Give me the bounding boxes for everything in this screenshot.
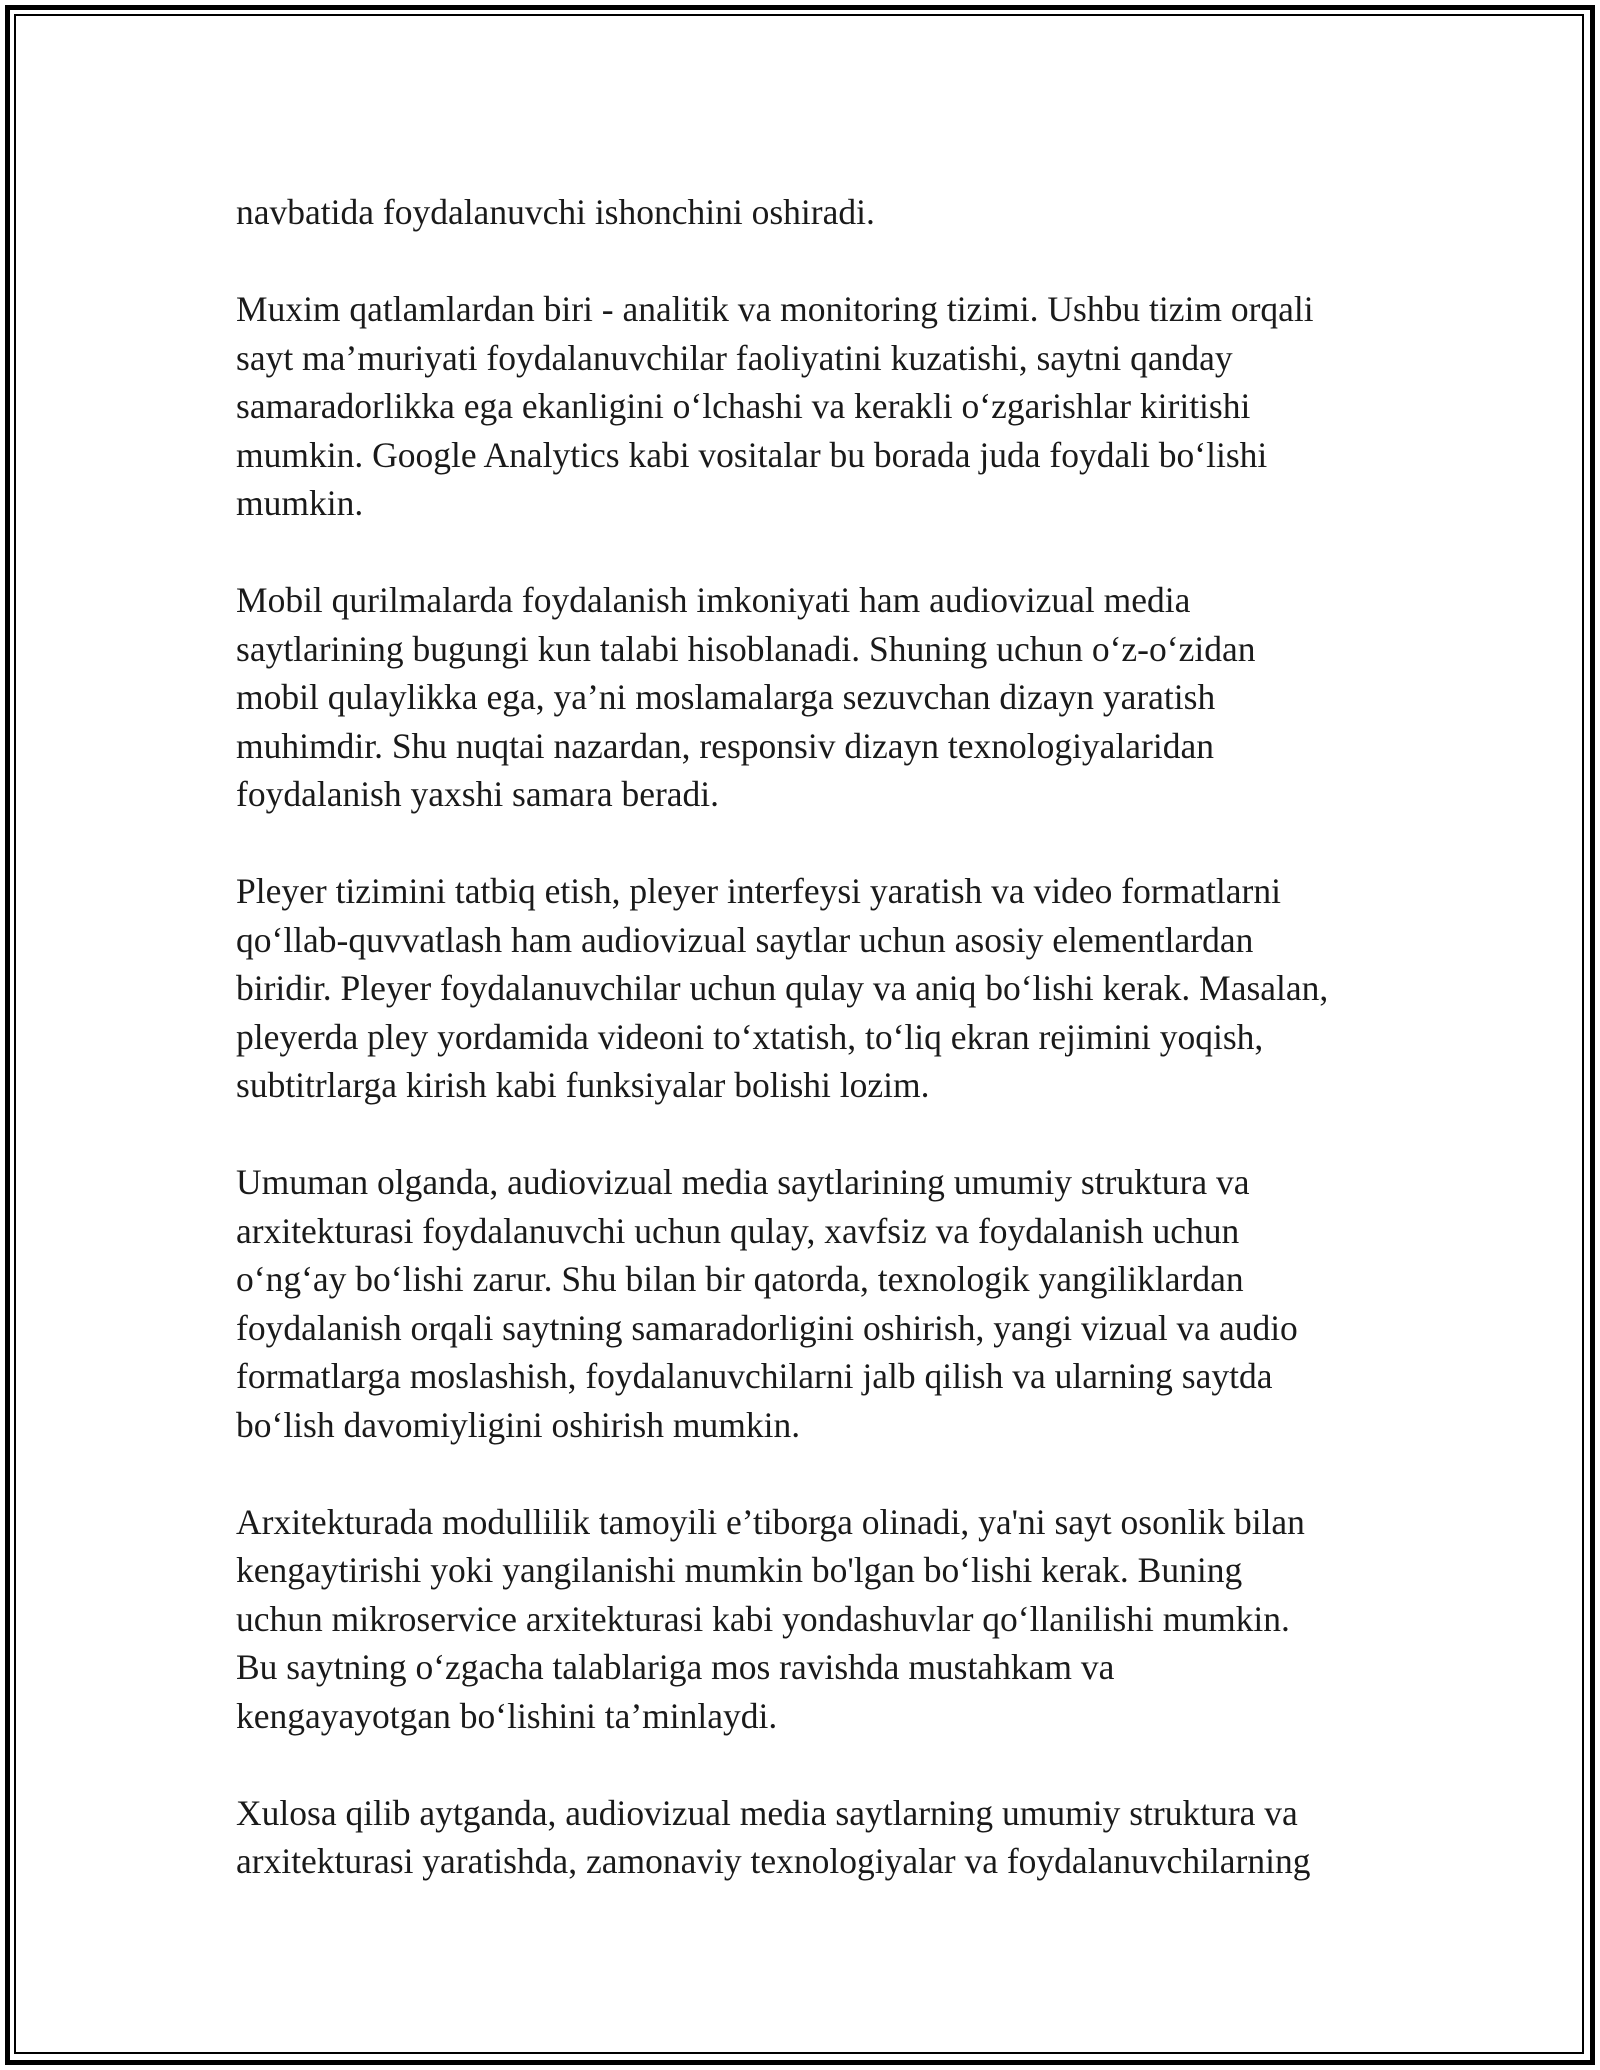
text-line: Umuman olganda, audiovizual media saytlarining umumiy struktura va: [236, 1162, 1250, 1202]
text-line: bo‘lish davomiyligini oshirish mumkin.: [236, 1404, 801, 1445]
document-body: [236, 188, 1372, 1934]
text-line: navbatida foydalanuvchi ishonchini oshiradi.: [236, 192, 875, 232]
text-line: arxitekturasi yaratishda, zamonaviy texnologiyalar va foydalanuvchilarning: [236, 1841, 1311, 1881]
text-line: Muxim qatlamlardan biri - analitik va monitoring tizimi. Ushbu tizim orqali: [236, 289, 1314, 329]
paragraph-4: [236, 867, 1372, 1110]
text-line: pleyerda pley yordamida videoni to‘xtatish, to‘liq ekran rejimini yoqish,: [236, 1016, 1264, 1057]
text-line: biridir. Pleyer foydalanuvchilar uchun qulay va aniq bo‘lishi kerak. Masalan,: [236, 968, 1329, 1008]
paragraph-6: [236, 1498, 1372, 1741]
text-line: uchun mikroservice arxitekturasi kabi yondashuvlar qo‘llanilishi mumkin.: [236, 1598, 1290, 1639]
text-line: foydalanish orqali saytning samaradorligini oshirish, yangi vizual va audio: [236, 1307, 1298, 1348]
paragraph-7: [236, 1789, 1372, 1886]
text-line: saytlarining bugungi kun talabi hisoblanadi. Shuning uchun o‘z-o‘zidan: [236, 628, 1256, 669]
text-line: qo‘llab-quvvatlash ham audiovizual saytlar uchun asosiy elementlardan: [236, 919, 1254, 960]
text-line: muhimdir. Shu nuqtai nazardan, responsiv dizayn texnologiyalaridan: [236, 725, 1215, 766]
text-line: formatlarga moslashish, foydalanuvchilarni jalb qilish va ularning saytda: [236, 1356, 1273, 1396]
text-line: Mobil qurilmalarda foydalanish imkoniyati ham audiovizual media: [236, 580, 1191, 620]
text-line: mumkin.: [236, 483, 364, 523]
paragraph-5: [236, 1158, 1372, 1449]
text-line: mumkin. Google Analytics kabi vositalar bu borada juda foydali bo‘lishi: [236, 434, 1268, 475]
text-line: Pleyer tizimini tatbiq etish, pleyer interfeysi yaratish va video formatlarni: [236, 871, 1281, 911]
text-line: kengaytirishi yoki yangilanishi mumkin bo'lgan bo‘lishi kerak. Buning: [236, 1550, 1243, 1590]
paragraph-1: [236, 188, 1372, 237]
paragraph-3: [236, 576, 1372, 819]
text-line: subtitrlarga kirish kabi funksiyalar bolishi lozim.: [236, 1065, 930, 1105]
text-line: mobil qulaylikka ega, ya’ni moslamalarga sezuvchan dizayn yaratish: [236, 677, 1216, 717]
text-line: sayt ma’muriyati foydalanuvchilar faoliyatini kuzatishi, saytni qanday: [236, 337, 1233, 378]
text-line: arxitekturasi foydalanuvchi uchun qulay, xavfsiz va foydalanish uchun: [236, 1210, 1240, 1251]
paragraph-2: [236, 285, 1372, 528]
text-line: Arxitekturada modullilik tamoyili e’tiborga olinadi, ya'ni sayt osonlik bilan: [236, 1501, 1305, 1542]
text-line: foydalanish yaxshi samara beradi.: [236, 774, 720, 814]
text-line: o‘ng‘ay bo‘lishi zarur. Shu bilan bir qatorda, texnologik yangiliklardan: [236, 1259, 1244, 1299]
text-line: Xulosa qilib aytganda, audiovizual media saytlarning umumiy struktura va: [236, 1792, 1298, 1833]
text-line: Bu saytning o‘zgacha talablariga mos ravishda mustahkam va: [236, 1647, 1115, 1687]
text-line: kengayayotgan bo‘lishini ta’minlaydi.: [236, 1695, 778, 1736]
text-line: samaradorlikka ega ekanligini o‘lchashi va kerakli o‘zgarishlar kiritishi: [236, 386, 1251, 426]
